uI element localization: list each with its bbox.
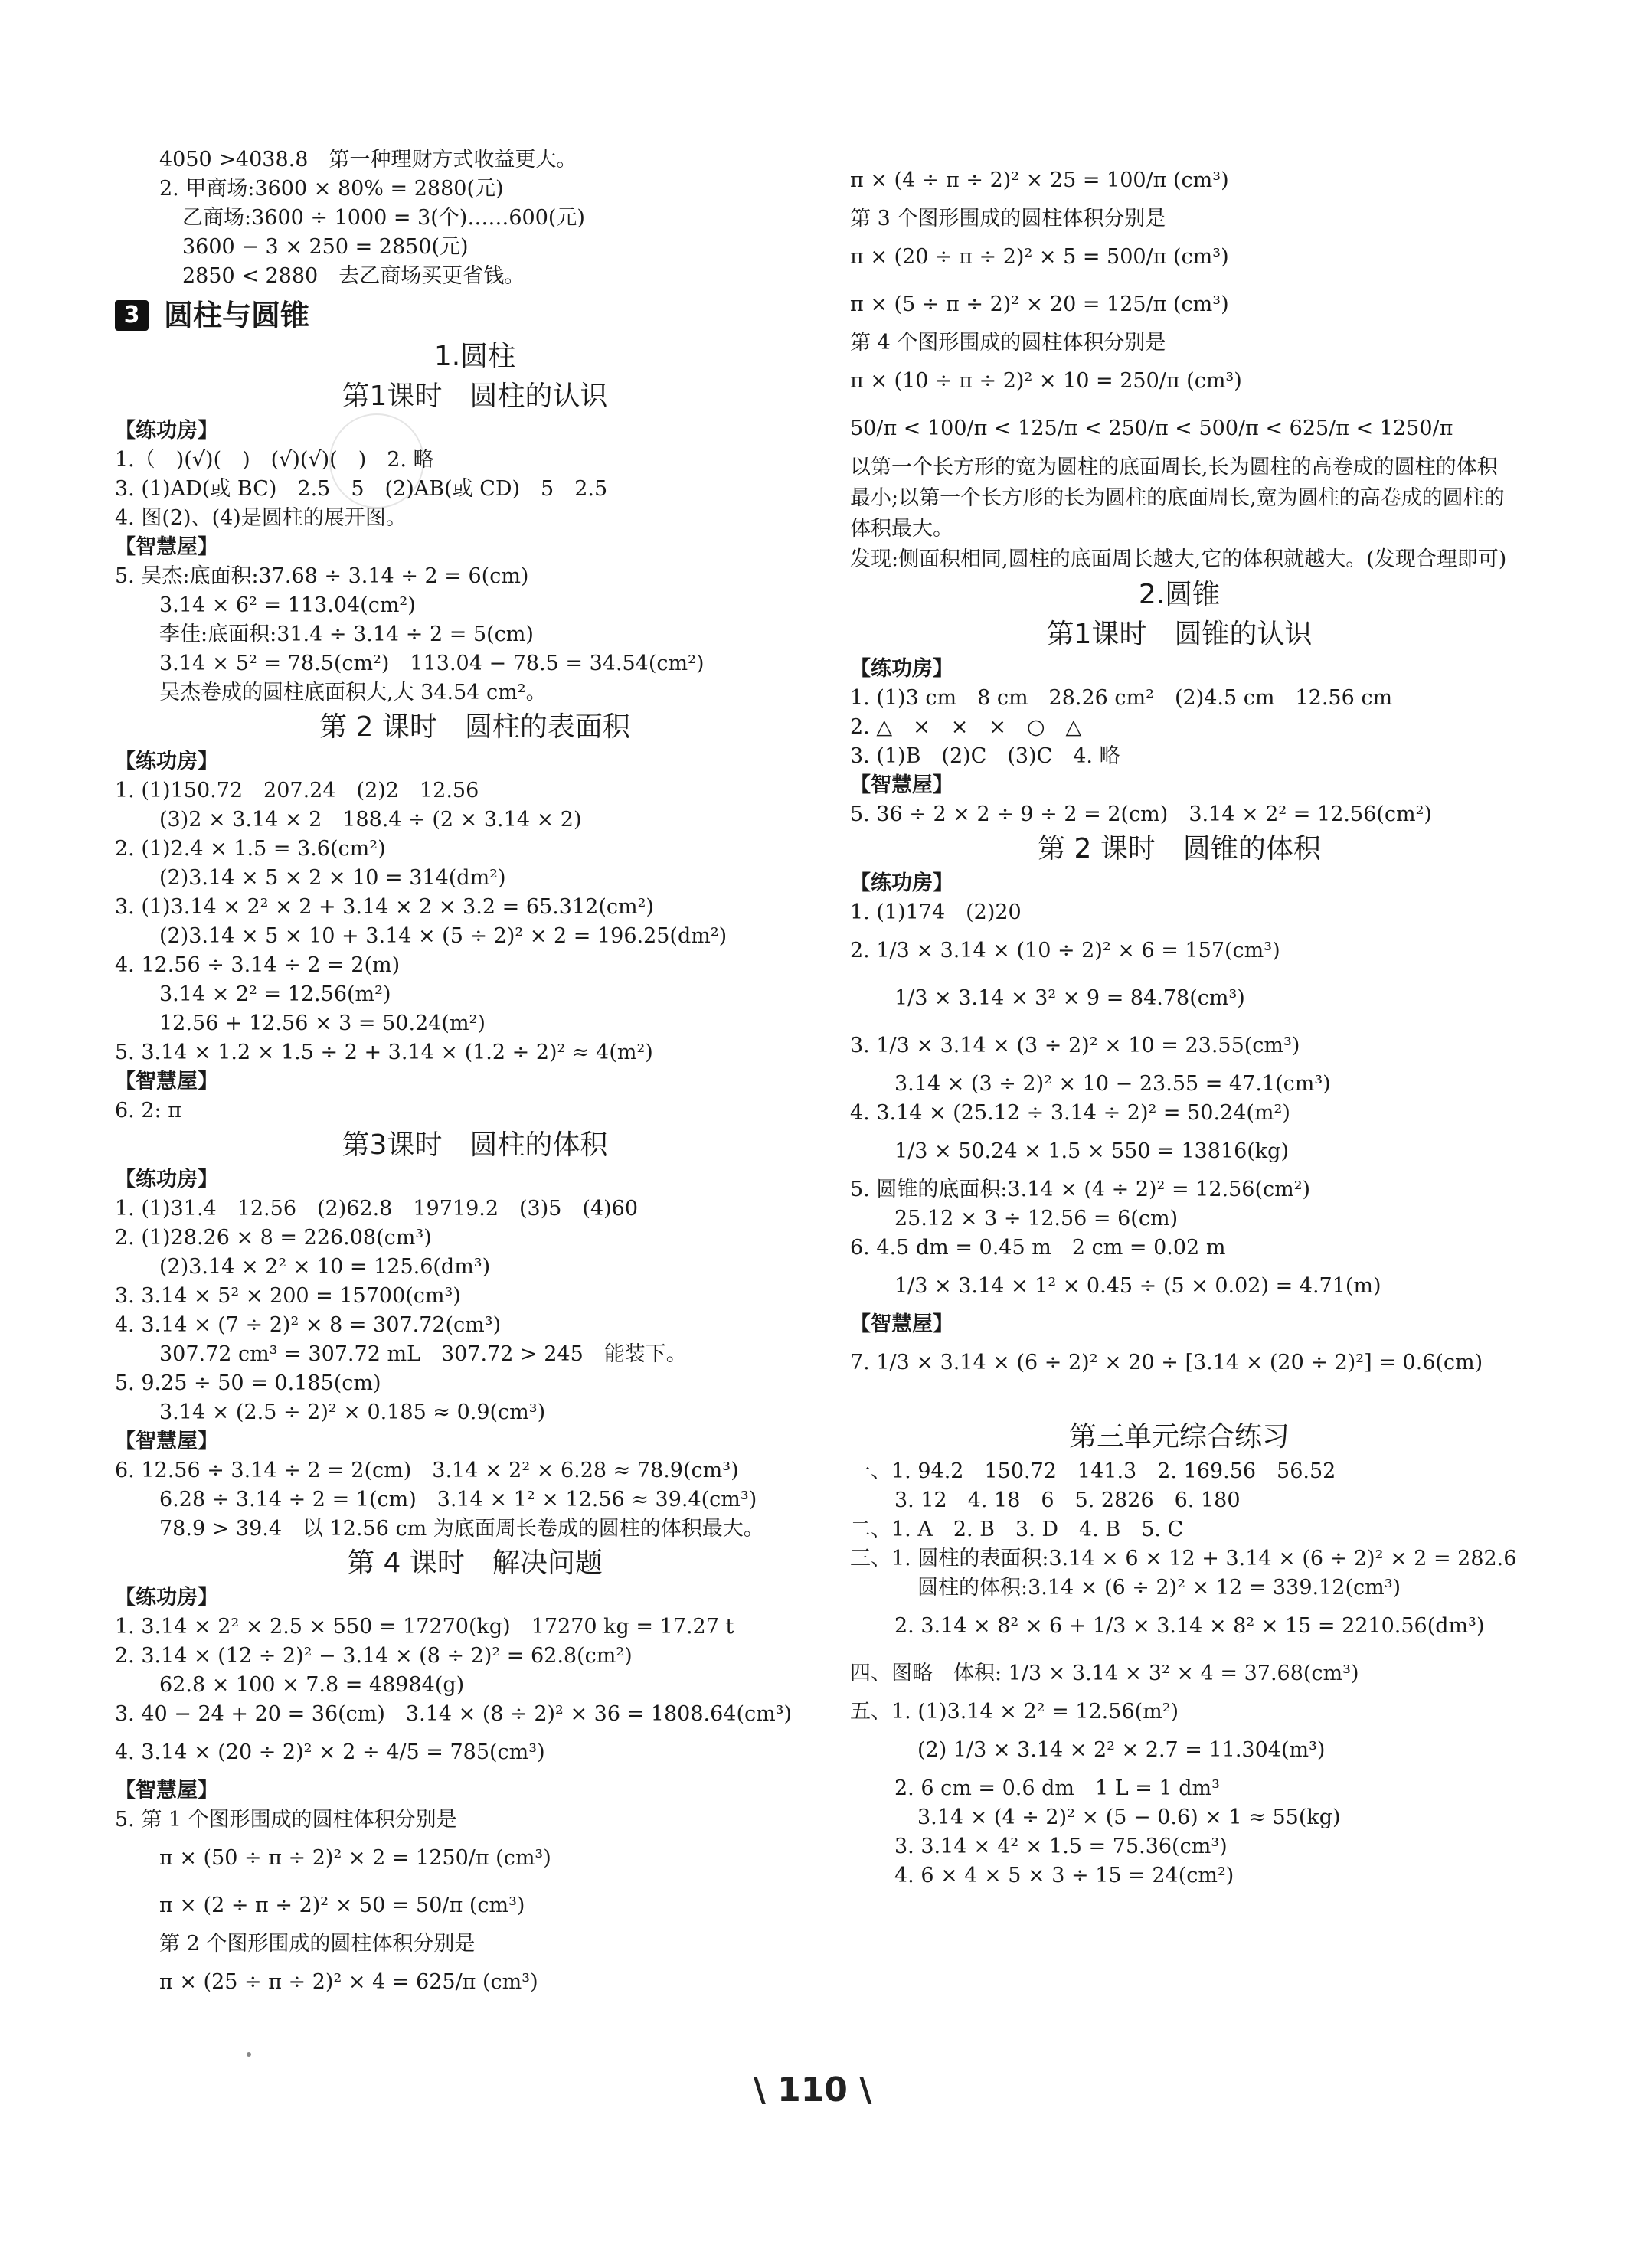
text-line: 三、1. 圆柱的表面积:3.14 × 6 × 12 + 3.14 × (6 ÷ 2)² × 2 = 282.6 — [850, 1547, 1517, 1570]
text-line: 第 2 个图形围成的圆柱体积分别是 — [159, 1932, 476, 1956]
text-line: 5. 36 ÷ 2 × 2 ÷ 9 ÷ 2 = 2(cm) 3.14 × 2² = 12.56(cm²) — [850, 802, 1432, 826]
text-line: 1. (1)31.4 12.56 (2)62.8 19719.2 (3)5 (4)60 — [115, 1197, 639, 1221]
lesson-title: 第 4 课时 解决问题 — [347, 1547, 603, 1579]
text-line: 3. 40 − 24 + 20 = 36(cm) 3.14 × (8 ÷ 2)² × 36 = 1808.64(cm³) — [115, 1702, 793, 1726]
label: 【练功房】 — [850, 657, 953, 681]
text-line: 3.14 × 6² = 113.04(cm²) — [159, 593, 416, 617]
text-line: 二、1. A 2. B 3. D 4. B 5. C — [850, 1518, 1184, 1541]
text-line: 6. 2: π — [115, 1099, 181, 1123]
text-paragraph: 发现:侧面积相同,圆柱的底面周长越大,它的体积就越大。(发现合理即可) — [850, 547, 1507, 571]
text-line: 6. 4.5 dm = 0.45 m 2 cm = 0.02 m — [850, 1236, 1226, 1260]
text-line: 50/π < 100/π < 125/π < 250/π < 500/π < 625/π < 1250/π — [850, 417, 1453, 440]
page-number: \ 110 \ — [753, 2070, 872, 2110]
right-column — [850, 157, 1517, 1891]
text-line: 2. △ × × × ○ △ — [850, 715, 1082, 739]
lesson-title: 第1课时 圆锥的认识 — [1046, 619, 1313, 650]
text-line: 2850 < 2880 去乙商场买更省钱。 — [182, 264, 525, 288]
text-line: 6.28 ÷ 3.14 ÷ 2 = 1(cm) 3.14 × 1² × 12.56 ≈ 39.4(cm³) — [159, 1488, 757, 1511]
label: 【练功房】 — [115, 1586, 218, 1609]
text-line: 3. 3.14 × 4² × 1.5 = 75.36(cm³) — [894, 1835, 1228, 1858]
text-line: 6. 12.56 ÷ 3.14 ÷ 2 = 2(cm) 3.14 × 2² × 6.28 ≈ 78.9(cm³) — [115, 1459, 739, 1482]
text-line: (2)3.14 × 5 × 10 + 3.14 × (5 ÷ 2)² × 2 = 196.25(dm²) — [159, 924, 727, 948]
text-line: 2. 3.14 × 8² × 6 + 1/3 × 3.14 × 8² × 15 = 2210.56(dm³) — [894, 1614, 1485, 1638]
text-line: 5. 吴杰:底面积:37.68 ÷ 3.14 ÷ 2 = 6(cm) — [115, 564, 529, 588]
text-line: π × (10 ÷ π ÷ 2)² × 10 = 250/π (cm³) — [850, 369, 1242, 393]
text-line: 乙商场:3600 ÷ 1000 = 3(个)……600(元) — [182, 206, 585, 230]
text-line: 1. (1)174 (2)20 — [850, 900, 1022, 924]
text-line: π × (25 ÷ π ÷ 2)² × 4 = 625/π (cm³) — [159, 1970, 538, 1994]
text-line: 2. (1)2.4 × 1.5 = 3.6(cm²) — [115, 837, 386, 861]
text-line: 3. 3.14 × 5² × 200 = 15700(cm³) — [115, 1284, 461, 1308]
text-line: 4. 3.14 × (20 ÷ 2)² × 2 ÷ 4/5 = 785(cm³) — [115, 1740, 545, 1764]
text-line: 307.72 cm³ = 307.72 mL 307.72 > 245 能装下。 — [159, 1342, 687, 1366]
text-line: 5. 9.25 ÷ 50 = 0.185(cm) — [115, 1371, 381, 1395]
text-line: 3600 − 3 × 250 = 2850(元) — [182, 235, 469, 259]
text-line: 5. 第 1 个图形围成的圆柱体积分别是 — [115, 1808, 457, 1832]
left-column — [115, 145, 835, 2006]
text-line: 第 3 个图形围成的圆柱体积分别是 — [850, 207, 1166, 230]
text-line: 1/3 × 50.24 × 1.5 × 550 = 13816(kg) — [894, 1139, 1289, 1163]
text-line: 3.14 × 5² = 78.5(cm²) 113.04 − 78.5 = 34.54(cm²) — [159, 652, 705, 675]
text-paragraph: 以第一个长方形的宽为圆柱的底面周长,长为圆柱的高卷成的圆柱的体积最小;以第一个长方形的长为圆柱的底面周长,宽为圆柱的高卷成的圆柱的体积最大。 — [850, 456, 1505, 541]
text-line: 第 4 个图形围成的圆柱体积分别是 — [850, 331, 1166, 355]
label: 【智慧屋】 — [115, 1070, 218, 1093]
text-line: 1. (1)150.72 207.24 (2)2 12.56 — [115, 779, 479, 802]
text-line: 5. 3.14 × 1.2 × 1.5 ÷ 2 + 3.14 × (1.2 ÷ 2)² ≈ 4(m²) — [115, 1041, 653, 1064]
label: 【练功房】 — [850, 871, 953, 895]
text-line: 吴杰卷成的圆柱底面积大,大 34.54 cm²。 — [159, 681, 547, 704]
text-line: 4. 图(2)、(4)是圆柱的展开图。 — [115, 506, 407, 530]
text-line: 五、1. (1)3.14 × 2² = 12.56(m²) — [850, 1700, 1179, 1724]
label: 【智慧屋】 — [115, 1430, 218, 1453]
text-line: (2) 1/3 × 3.14 × 2² × 2.7 = 11.304(m³) — [917, 1738, 1326, 1762]
text-line: 4. 12.56 ÷ 3.14 ÷ 2 = 2(m) — [115, 953, 401, 977]
text-line: 1. (1)3 cm 8 cm 28.26 cm² (2)4.5 cm 12.56 cm — [850, 686, 1393, 710]
text-line: 25.12 × 3 ÷ 12.56 = 6(cm) — [894, 1207, 1179, 1230]
lesson-title: 第1课时 圆柱的认识 — [342, 381, 608, 412]
text-line: 62.8 × 100 × 7.8 = 48984(g) — [159, 1673, 465, 1697]
text-line: 4. 3.14 × (25.12 ÷ 3.14 ÷ 2)² = 50.24(m²) — [850, 1101, 1290, 1125]
review-title: 第三单元综合练习 — [1068, 1421, 1290, 1453]
text-line: 3.14 × 2² = 12.56(m²) — [159, 982, 391, 1006]
text-line: 3.14 × (2.5 ÷ 2)² × 0.185 ≈ 0.9(cm³) — [159, 1400, 546, 1424]
text-line: 2. 6 cm = 0.6 dm 1 L = 1 dm³ — [894, 1776, 1220, 1800]
label: 【智慧屋】 — [115, 1779, 218, 1802]
label: 【练功房】 — [115, 1168, 218, 1191]
label: 【练功房】 — [115, 419, 218, 443]
label: 【智慧屋】 — [850, 773, 953, 797]
text-line: 4050 >4038.8 第一种理财方式收益更大。 — [159, 148, 577, 172]
section-title: 1.圆柱 — [433, 341, 516, 372]
text-line: 3.14 × (3 ÷ 2)² × 10 − 23.55 = 47.1(cm³) — [894, 1072, 1331, 1096]
text-line: 7. 1/3 × 3.14 × (6 ÷ 2)² × 20 ÷ [3.14 × (20 ÷ 2)²] = 0.6(cm) — [850, 1351, 1483, 1374]
text-line: π × (20 ÷ π ÷ 2)² × 5 = 500/π (cm³) — [850, 245, 1229, 269]
lesson-title: 第 2 课时 圆柱的表面积 — [319, 711, 630, 743]
text-line: 12.56 + 12.56 × 3 = 50.24(m²) — [159, 1011, 486, 1035]
text-line: π × (2 ÷ π ÷ 2)² × 50 = 50/π (cm³) — [159, 1894, 525, 1917]
lesson-title: 第 2 课时 圆锥的体积 — [1038, 833, 1321, 864]
unit-heading — [115, 294, 835, 337]
label: 【智慧屋】 — [115, 535, 218, 559]
text-line: 四、图略 体积: 1/3 × 3.14 × 3² × 4 = 37.68(cm³) — [850, 1662, 1359, 1685]
label: 【智慧屋】 — [850, 1312, 953, 1336]
text-line: 3. (1)AD(或 BC) 2.5 5 (2)AB(或 CD) 5 2.5 — [115, 477, 608, 501]
section-title: 2.圆锥 — [1138, 579, 1221, 610]
text-line: 1/3 × 3.14 × 1² × 0.45 ÷ (5 × 0.02) = 4.71(m) — [894, 1274, 1381, 1298]
lesson-title: 第3课时 圆柱的体积 — [342, 1129, 608, 1161]
text-line: 3. 1/3 × 3.14 × (3 ÷ 2)² × 10 = 23.55(cm³) — [850, 1034, 1300, 1057]
text-line: π × (5 ÷ π ÷ 2)² × 20 = 125/π (cm³) — [850, 292, 1229, 316]
text-line: 3.14 × (4 ÷ 2)² × (5 − 0.6) × 1 ≈ 55(kg) — [917, 1806, 1341, 1829]
text-line: 一、1. 94.2 150.72 141.3 2. 169.56 56.52 — [850, 1459, 1336, 1483]
label: 【练功房】 — [115, 750, 218, 773]
text-line: 2. 1/3 × 3.14 × (10 ÷ 2)² × 6 = 157(cm³) — [850, 939, 1280, 962]
scan-dot — [247, 2052, 251, 2057]
text-line: 圆柱的体积:3.14 × (6 ÷ 2)² × 12 = 339.12(cm³) — [917, 1576, 1401, 1600]
text-line: π × (4 ÷ π ÷ 2)² × 25 = 100/π (cm³) — [850, 168, 1229, 192]
text-line: (2)3.14 × 5 × 2 × 10 = 314(dm²) — [159, 866, 506, 890]
text-line: (3)2 × 3.14 × 2 188.4 ÷ (2 × 3.14 × 2) — [159, 808, 582, 832]
text-line: 4. 6 × 4 × 5 × 3 ÷ 15 = 24(cm²) — [894, 1864, 1234, 1887]
text-line: 4. 3.14 × (7 ÷ 2)² × 8 = 307.72(cm³) — [115, 1313, 502, 1337]
text-line: 2. 3.14 × (12 ÷ 2)² − 3.14 × (8 ÷ 2)² = 62.8(cm²) — [115, 1644, 633, 1668]
unit-number-badge: 3 — [115, 300, 149, 331]
text-line: (2)3.14 × 2² × 10 = 125.6(dm³) — [159, 1255, 491, 1279]
text-line: 2. 甲商场:3600 × 80% = 2880(元) — [159, 177, 504, 201]
text-line: 3. (1)3.14 × 2² × 2 + 3.14 × 2 × 3.2 = 65.312(cm²) — [115, 895, 654, 919]
text-line: 78.9 > 39.4 以 12.56 cm 为底面周长卷成的圆柱的体积最大。 — [159, 1517, 764, 1541]
text-line: 1. 3.14 × 2² × 2.5 × 550 = 17270(kg) 17270 kg = 17.27 t — [115, 1615, 734, 1639]
unit-title: 圆柱与圆锥 — [164, 299, 310, 332]
text-line: 李佳:底面积:31.4 ÷ 3.14 ÷ 2 = 5(cm) — [159, 623, 534, 646]
text-line: 1.（ )(√)( ) (√)(√)( ) 2. 略 — [115, 448, 434, 472]
text-line: 3. (1)B (2)C (3)C 4. 略 — [850, 744, 1120, 768]
text-line: 1/3 × 3.14 × 3² × 9 = 84.78(cm³) — [894, 986, 1245, 1010]
text-line: π × (50 ÷ π ÷ 2)² × 2 = 1250/π (cm³) — [159, 1846, 551, 1870]
text-line: 2. (1)28.26 × 8 = 226.08(cm³) — [115, 1226, 432, 1250]
text-line: 5. 圆锥的底面积:3.14 × (4 ÷ 2)² = 12.56(cm²) — [850, 1178, 1311, 1201]
text-line: 3. 12 4. 18 6 5. 2826 6. 180 — [894, 1489, 1241, 1512]
